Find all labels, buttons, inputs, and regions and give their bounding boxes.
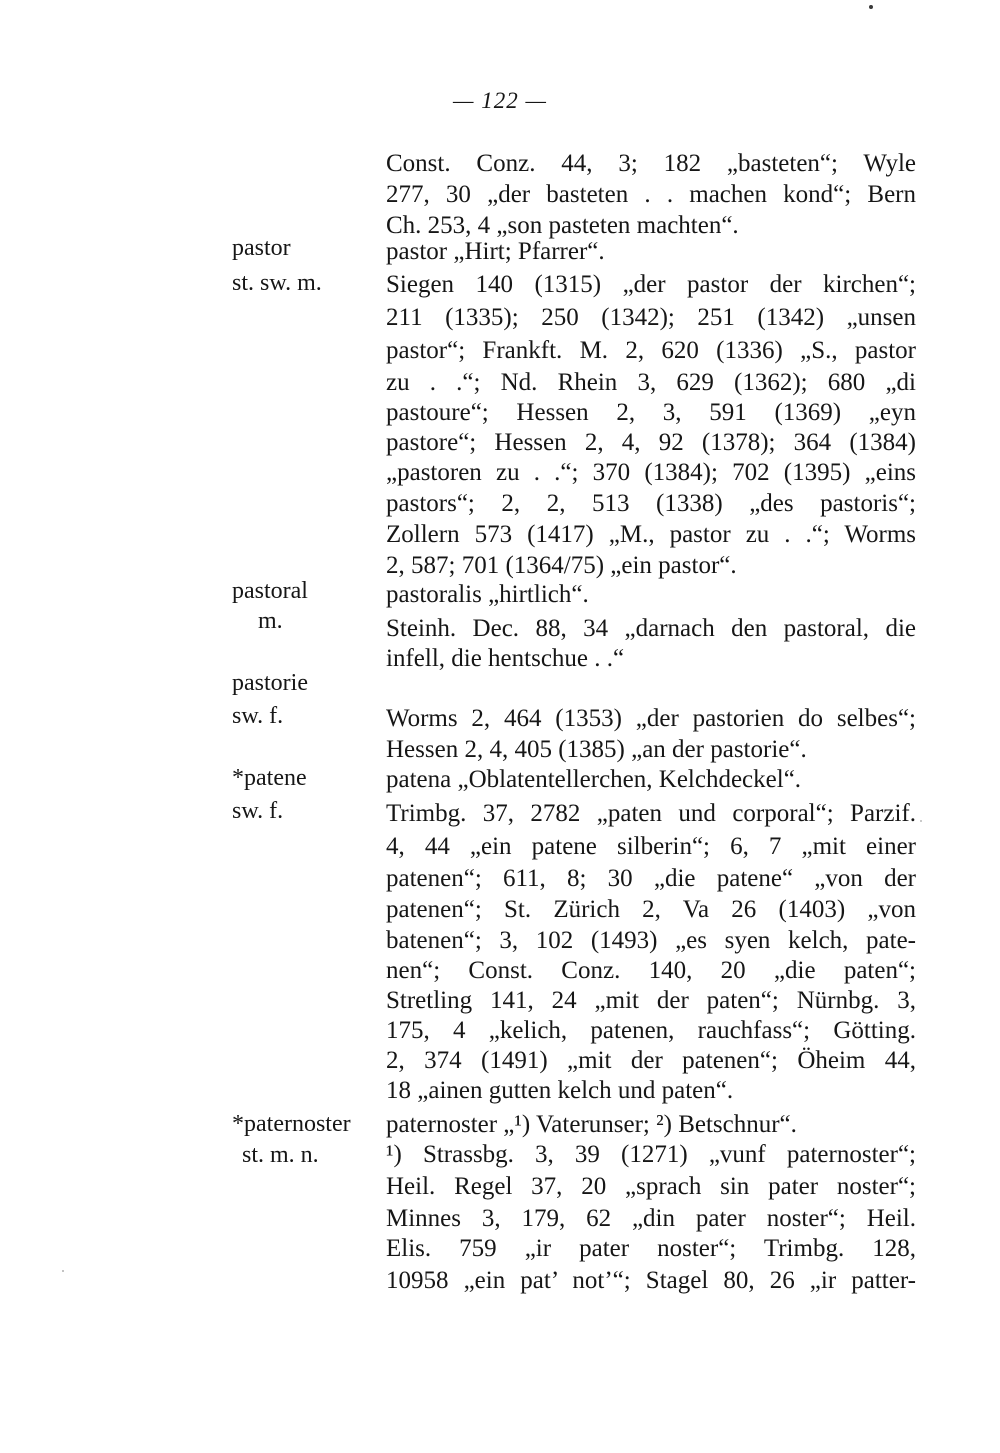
body-line: Siegen 140 (1315) „der pastor der kirchen“;: [386, 271, 916, 298]
body-line: Steinh. Dec. 88, 34 „darnach den pastoral, die: [386, 615, 916, 642]
body-line: 277, 30 „der basteten . . machen kond“; Bern: [386, 181, 916, 208]
margin-headword-paternoster: *paternoster: [232, 1111, 351, 1137]
margin-grammar-patene: sw. f.: [232, 798, 284, 824]
margin-grammar-pastoral: m.: [258, 608, 283, 634]
body-line: pastor „Hirt; Pfarrer“.: [386, 238, 605, 265]
body-line: Hessen 2, 4, 405 (1385) „an der pastorie“.: [386, 736, 807, 763]
body-line: patenen“; St. Zürich 2, Va 26 (1403) „von: [386, 896, 916, 923]
body-line: 18 „ainen gutten kelch und paten“.: [386, 1077, 734, 1104]
body-line: „pastoren zu . .“; 370 (1384); 702 (1395) „eins: [386, 459, 916, 486]
body-line: Minnes 3, 179, 62 „din pater noster“; Heil.: [386, 1205, 916, 1232]
body-line: 2, 587; 701 (1364/75) „ein pastor“.: [386, 552, 737, 579]
page-number: — 122 —: [453, 88, 547, 113]
body-line: paternoster „¹) Vaterunser; ²) Betschnur“.: [386, 1111, 797, 1138]
body-line: Zollern 573 (1417) „M., pastor zu . .“; Worms: [386, 521, 916, 548]
scan-speck: [869, 5, 873, 9]
body-line: pastors“; 2, 2, 513 (1338) „des pastoris“;: [386, 490, 916, 517]
body-line: 211 (1335); 250 (1342); 251 (1342) „unsen: [386, 304, 916, 331]
body-line: Ch. 253, 4 „son pasteten machten“.: [386, 212, 739, 239]
body-line: 4, 44 „ein patene silberin“; 6, 7 „mit einer: [386, 833, 916, 860]
body-line: Worms 2, 464 (1353) „der pastorien do selbes“;: [386, 705, 916, 732]
body-line: Heil. Regel 37, 20 „sprach sin pater noster“;: [386, 1173, 916, 1200]
margin-grammar-pastor: st. sw. m.: [232, 270, 322, 296]
body-line: nen“; Const. Conz. 140, 20 „die paten“;: [386, 957, 916, 984]
body-line: pastor“; Frankft. M. 2, 620 (1336) „S., pastor: [386, 337, 916, 364]
body-line: pastoure“; Hessen 2, 3, 591 (1369) „eyn: [386, 399, 916, 426]
body-line: zu . .“; Nd. Rhein 3, 629 (1362); 680 „di: [386, 369, 916, 396]
body-line: ¹) Strassbg. 3, 39 (1271) „vunf paternoster“;: [386, 1141, 916, 1168]
body-line: pastoralis „hirtlich“.: [386, 581, 589, 608]
body-line: Elis. 759 „ir pater noster“; Trimbg. 128,: [386, 1235, 916, 1262]
body-line: Stretling 141, 24 „mit der paten“; Nürnbg. 3,: [386, 987, 916, 1014]
body-line: 175, 4 „kelich, patenen, rauchfass“; Götting.: [386, 1017, 916, 1044]
margin-grammar-pastorie: sw. f.: [232, 703, 284, 729]
body-line: pastore“; Hessen 2, 4, 92 (1378); 364 (1384): [386, 429, 916, 456]
body-line: 10958 „ein pat’ not’“; Stagel 80, 26 „ir patter-: [386, 1267, 916, 1294]
margin-grammar-paternoster: st. m. n.: [242, 1142, 319, 1168]
body-line: patenen“; 611, 8; 30 „die patene“ „von der: [386, 865, 916, 892]
margin-headword-pastoral: pastoral: [232, 578, 308, 604]
body-line: Trimbg. 37, 2782 „paten und corporal“; Parzif.: [386, 800, 916, 827]
body-line: patena „Oblatentellerchen, Kelchdeckel“.: [386, 766, 802, 793]
body-line: 2, 374 (1491) „mit der patenen“; Öheim 44,: [386, 1047, 916, 1074]
scan-speck: [920, 820, 922, 822]
body-line: infell, die hentschue . .“: [386, 645, 625, 672]
scan-speck: [62, 1270, 64, 1272]
body-line: Const. Conz. 44, 3; 182 „basteten“; Wyle: [386, 150, 916, 177]
margin-headword-patene: *patene: [232, 765, 307, 791]
body-line: batenen“; 3, 102 (1493) „es syen kelch, pate-: [386, 927, 916, 954]
margin-headword-pastorie: pastorie: [232, 670, 308, 696]
margin-headword-pastor: pastor: [232, 235, 291, 261]
